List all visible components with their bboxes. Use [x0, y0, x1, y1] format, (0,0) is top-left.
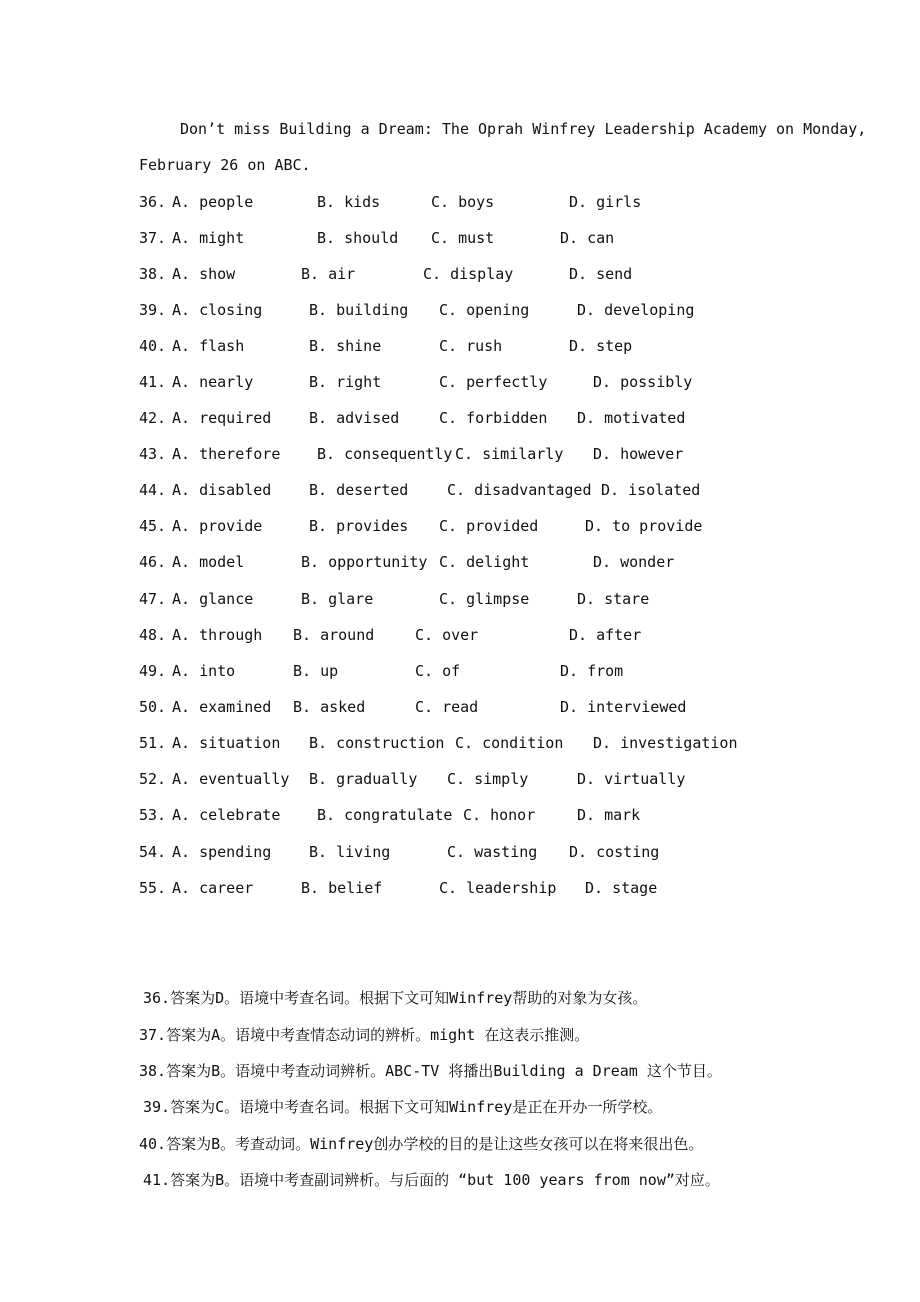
option-d: D. stage [585, 879, 658, 897]
option-c: C. must [431, 229, 495, 247]
option-b: B. asked [293, 698, 366, 716]
option-c: C. similarly [455, 445, 564, 463]
option-a: A. model [172, 553, 245, 571]
question-number: 53. [139, 806, 167, 824]
option-a: A. eventually [172, 770, 290, 788]
option-a: A. examined [172, 698, 272, 716]
option-b: B. provides [309, 517, 409, 535]
option-c: C. opening [439, 301, 530, 319]
intro-line-2: February 26 on ABC. [139, 156, 311, 174]
question-number: 48. [139, 626, 167, 644]
option-a: A. people [172, 193, 254, 211]
option-d: D. however [593, 445, 684, 463]
option-b: B. deserted [309, 481, 409, 499]
question-number: 39. [139, 301, 167, 319]
option-d: D. interviewed [560, 698, 687, 716]
option-d: D. after [569, 626, 642, 644]
option-a: A. through [172, 626, 263, 644]
option-d: D. developing [577, 301, 695, 319]
option-c: C. rush [439, 337, 503, 355]
answer-explanation-41: 41.答案为B。语境中考查副词辨析。与后面的 “but 100 years from now”对应。 [143, 1171, 720, 1189]
option-c: C. over [415, 626, 479, 644]
option-c: C. of [415, 662, 461, 680]
option-c: C. provided [439, 517, 539, 535]
option-a: A. career [172, 879, 254, 897]
question-number: 52. [139, 770, 167, 788]
answer-explanation-40: 40.答案为B。考查动词。Winfrey创办学校的目的是让这些女孩可以在将来很出色。 [139, 1135, 704, 1153]
option-b: B. should [317, 229, 399, 247]
question-number: 42. [139, 409, 167, 427]
answer-explanation-38: 38.答案为B。语境中考查动词辨析。ABC-TV 将播出Building a Dream 这个节目。 [139, 1062, 722, 1080]
option-b: B. air [301, 265, 356, 283]
answer-explanation-36: 36.答案为D。语境中考查名词。根据下文可知Winfrey帮助的对象为女孩。 [143, 989, 648, 1007]
question-number: 54. [139, 843, 167, 861]
option-d: D. investigation [593, 734, 738, 752]
option-a: A. therefore [172, 445, 281, 463]
option-b: B. living [309, 843, 391, 861]
option-a: A. show [172, 265, 236, 283]
question-number: 38. [139, 265, 167, 283]
intro-line-1: Don’t miss Building a Dream: The Oprah Winfrey Leadership Academy on Monday, [180, 120, 867, 138]
option-b: B. opportunity [301, 553, 428, 571]
question-number: 47. [139, 590, 167, 608]
option-d: D. from [560, 662, 624, 680]
option-b: B. gradually [309, 770, 418, 788]
option-b: B. congratulate [317, 806, 453, 824]
question-number: 41. [139, 373, 167, 391]
question-number: 45. [139, 517, 167, 535]
option-b: B. consequently [317, 445, 453, 463]
option-d: D. wonder [593, 553, 675, 571]
option-d: D. mark [577, 806, 641, 824]
option-b: B. shine [309, 337, 382, 355]
option-c: C. disadvantaged [447, 481, 592, 499]
option-b: B. up [293, 662, 339, 680]
option-d: D. send [569, 265, 633, 283]
option-b: B. kids [317, 193, 381, 211]
option-b: B. around [293, 626, 375, 644]
option-a: A. celebrate [172, 806, 281, 824]
option-b: B. advised [309, 409, 400, 427]
option-d: D. girls [569, 193, 642, 211]
question-number: 51. [139, 734, 167, 752]
option-c: C. glimpse [439, 590, 530, 608]
question-number: 50. [139, 698, 167, 716]
option-c: C. honor [463, 806, 536, 824]
option-d: D. to provide [585, 517, 703, 535]
option-c: C. leadership [439, 879, 557, 897]
option-c: C. simply [447, 770, 529, 788]
option-a: A. closing [172, 301, 263, 319]
option-a: A. spending [172, 843, 272, 861]
option-b: B. right [309, 373, 382, 391]
option-d: D. possibly [593, 373, 693, 391]
option-b: B. glare [301, 590, 374, 608]
option-d: D. motivated [577, 409, 686, 427]
option-d: D. isolated [601, 481, 701, 499]
option-a: A. provide [172, 517, 263, 535]
option-a: A. glance [172, 590, 254, 608]
option-a: A. nearly [172, 373, 254, 391]
option-a: A. required [172, 409, 272, 427]
question-number: 43. [139, 445, 167, 463]
option-b: B. construction [309, 734, 445, 752]
answer-explanation-37: 37.答案为A。语境中考查情态动词的辨析。might 在这表示推测。 [139, 1026, 590, 1044]
answer-explanation-39: 39.答案为C。语境中考查名词。根据下文可知Winfrey是正在开办一所学校。 [143, 1098, 663, 1116]
option-b: B. building [309, 301, 409, 319]
option-d: D. can [560, 229, 615, 247]
option-c: C. delight [439, 553, 530, 571]
option-c: C. perfectly [439, 373, 548, 391]
option-c: C. boys [431, 193, 495, 211]
question-number: 36. [139, 193, 167, 211]
option-a: A. flash [172, 337, 245, 355]
question-number: 55. [139, 879, 167, 897]
option-c: C. read [415, 698, 479, 716]
option-a: A. into [172, 662, 236, 680]
option-c: C. wasting [447, 843, 538, 861]
option-a: A. disabled [172, 481, 272, 499]
option-c: C. condition [455, 734, 564, 752]
option-d: D. step [569, 337, 633, 355]
question-number: 49. [139, 662, 167, 680]
option-b: B. belief [301, 879, 383, 897]
option-d: D. costing [569, 843, 660, 861]
option-c: C. forbidden [439, 409, 548, 427]
question-number: 44. [139, 481, 167, 499]
question-number: 40. [139, 337, 167, 355]
question-number: 37. [139, 229, 167, 247]
question-number: 46. [139, 553, 167, 571]
option-d: D. stare [577, 590, 650, 608]
option-a: A. might [172, 229, 245, 247]
option-d: D. virtually [577, 770, 686, 788]
option-a: A. situation [172, 734, 281, 752]
option-c: C. display [423, 265, 514, 283]
